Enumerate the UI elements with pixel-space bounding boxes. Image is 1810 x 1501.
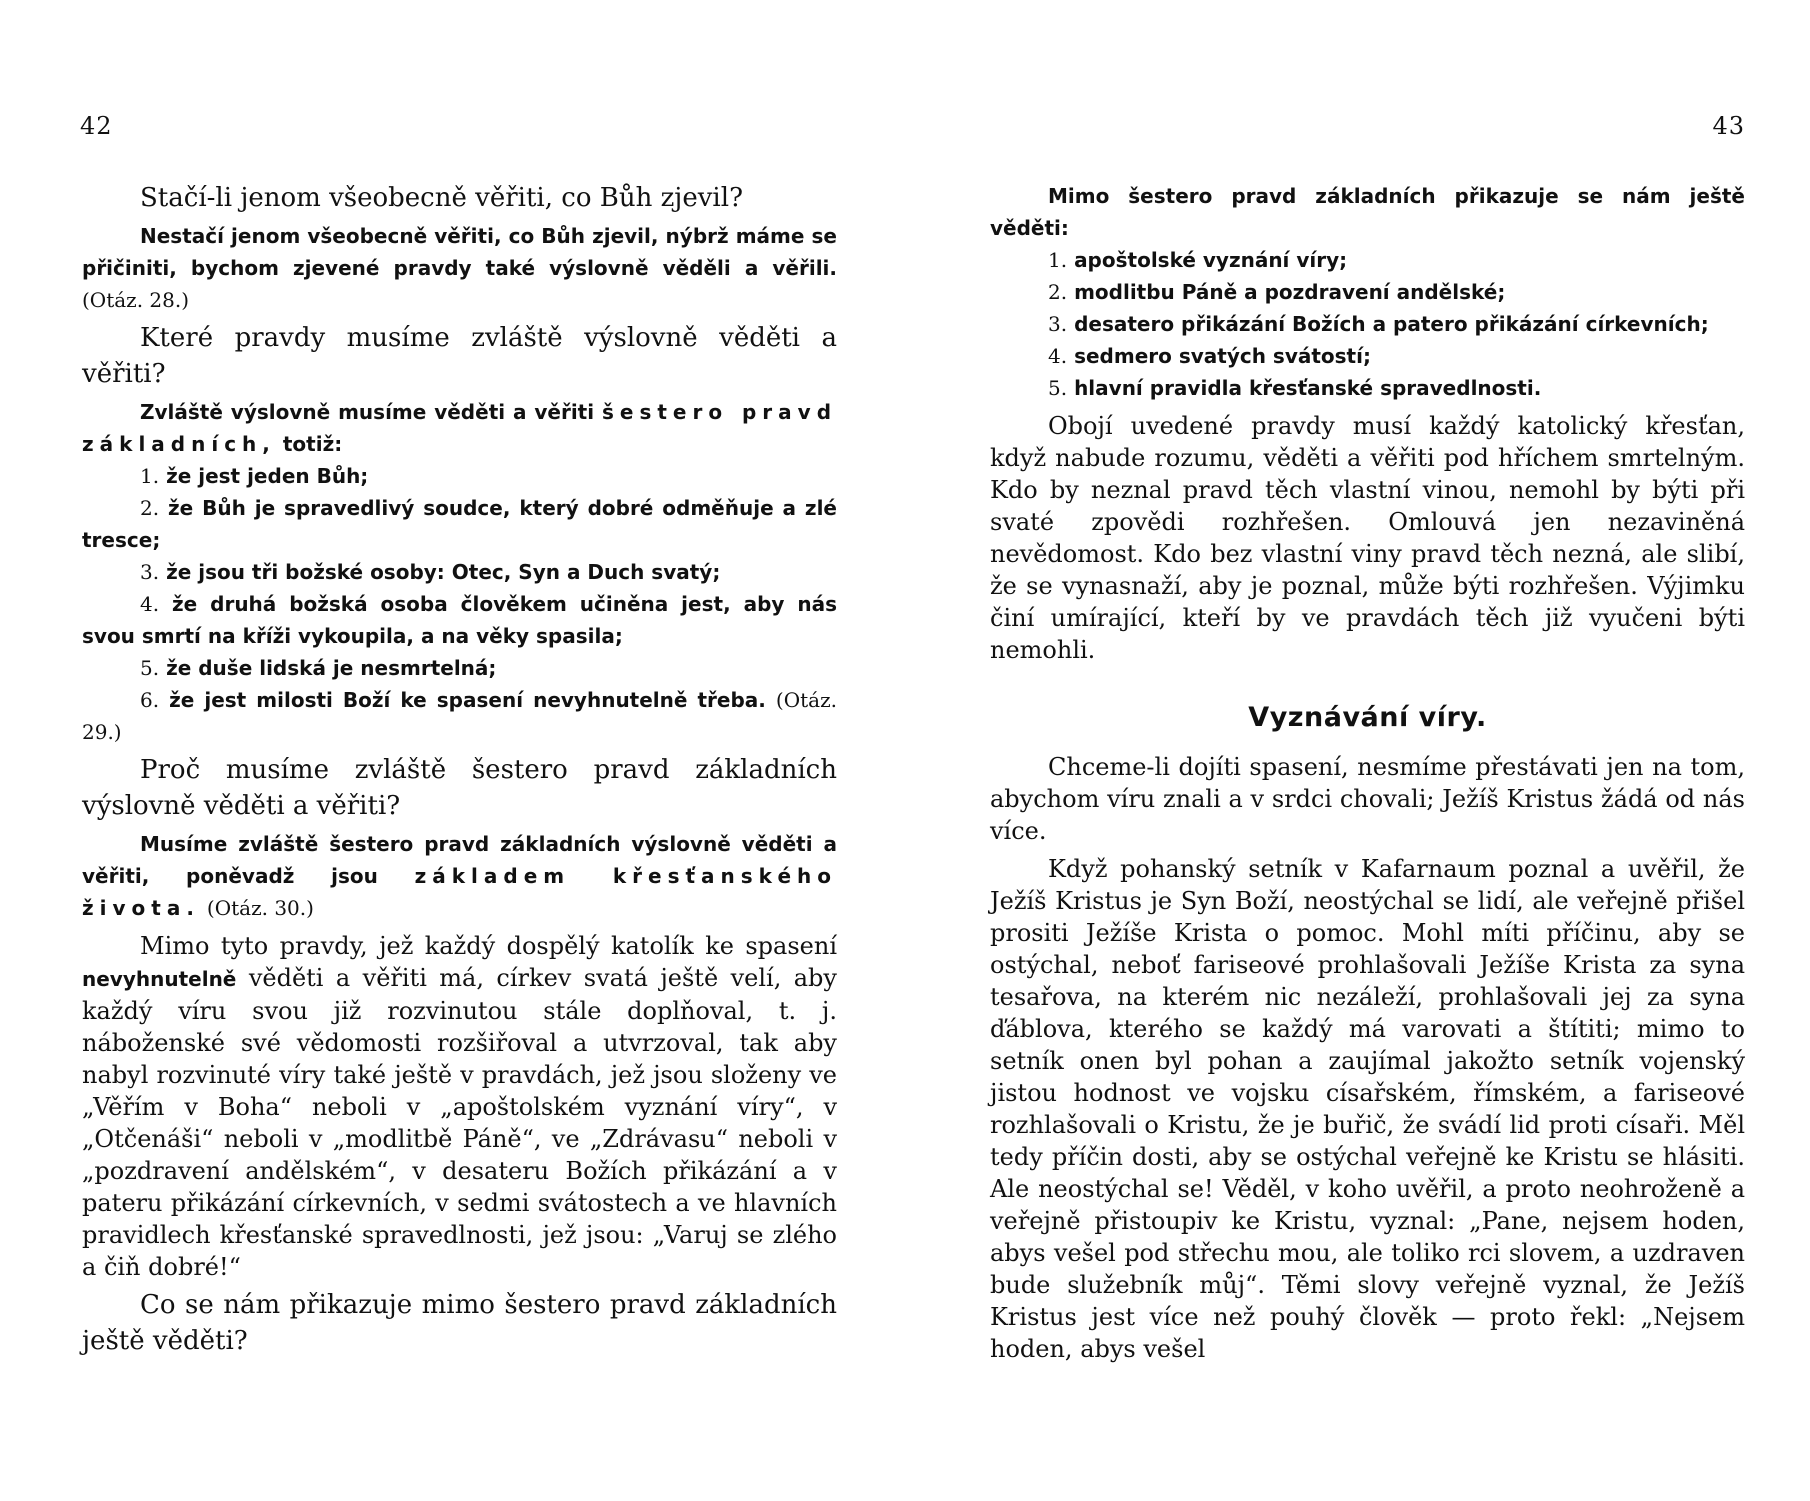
paragraph-profession: Chceme-li dojíti spasení, nesmíme přestávati jen na tom, abychom víru znali a v srdci chovali; Ježíš Kristus žádá od nás více.	[990, 753, 1745, 845]
question-4: Co se nám přikazuje mimo šestero pravd základních ještě věděti?	[82, 1290, 837, 1356]
list-item	[990, 244, 1745, 276]
list-item	[990, 340, 1745, 372]
list-item	[82, 652, 837, 684]
page-number-left: 42	[80, 112, 113, 140]
answer-4: Mimo šestero pravd základních přikazuje se nám ještě věděti:	[990, 184, 1745, 240]
list-item	[990, 372, 1745, 404]
answer-1-text: Nestačí jenom všeobecně věřiti, co Bůh zjevil, nýbrž máme se přičiniti, bychom zjevené pravdy také výslovně věděli a věřili.	[82, 224, 837, 280]
list-item	[82, 492, 837, 556]
list-item-number: 1.	[1048, 248, 1068, 272]
left-page-body	[82, 176, 837, 1359]
list-item-text: hlavní pravidla křesťanské spravedlnosti.	[1074, 376, 1542, 400]
list-item-text: že druhá božská osoba člověkem učiněna jest, aby nás svou smrtí na kříži vykoupila, a na věky spasila;	[82, 592, 837, 648]
question-2: Které pravdy musíme zvláště výslovně věděti a věřiti?	[82, 323, 837, 389]
truths-reference: (Otáz. 29.)	[82, 688, 837, 744]
six-truths-list	[82, 460, 837, 748]
page-number-right: 43	[1712, 112, 1745, 140]
right-page-body	[990, 176, 1745, 1365]
list-item-text: sedmero svatých svátostí;	[1074, 344, 1371, 368]
answer-1	[82, 220, 837, 316]
list-item	[82, 684, 837, 748]
list-item-number: 2.	[140, 496, 160, 520]
list-item-number: 6.	[140, 688, 160, 712]
answer-3	[82, 828, 837, 924]
list-item-number: 3.	[140, 560, 160, 584]
list-item-text: že jsou tři božské osoby: Otec, Syn a Duch svatý;	[166, 560, 721, 584]
answer-2	[82, 396, 837, 460]
list-item-text: že duše lidská je nesmrtelná;	[166, 656, 497, 680]
answer-3-lead: Musíme zvláště šestero pravd základních výslovně věděti a věřiti, poněvadž jsou	[82, 832, 837, 888]
list-item-text: že Bůh je spravedlivý soudce, který dobré odměňuje a zlé tresce;	[82, 496, 837, 552]
list-item-number: 4.	[140, 592, 160, 616]
list-item-text: že jest jeden Bůh;	[166, 464, 369, 488]
list-item-number: 2.	[1048, 280, 1068, 304]
question-1: Stačí-li jenom všeobecně věřiti, co Bůh zjevil?	[140, 183, 744, 213]
list-item-number: 4.	[1048, 344, 1068, 368]
paragraph-other-truths	[82, 930, 837, 1283]
list-item-text: že jest milosti Boží ke spasení nevyhnutelně třeba.	[169, 688, 766, 712]
paragraph-obligation: Obojí uvedené pravdy musí každý katolický křesťan, když nabude rozumu, věděti a věřiti pod hříchem smrtelným. Kdo by neznal pravd těch vlastní vinou, nemohl by býti při svaté zpovědi rozhřešen. Omlouvá jen nezaviněná nevědomost. Kdo bez vlastní viny pravd těch nezná, ale slibí, že se vynasnaží, aby je poznal, může býti rozhřešen. Výjimku činí umírající, kteří by ve pravdách těch již vyučeni býti nemohli.	[990, 412, 1745, 664]
list-item-number: 5.	[1048, 376, 1068, 400]
list-item-text: modlitbu Páně a pozdravení andělské;	[1074, 280, 1506, 304]
paragraph-text-start: Mimo tyto pravdy, jež každý dospělý katolík ke spasení	[140, 932, 837, 960]
answer-2-emphasis: šestero pravd základních,	[82, 400, 838, 456]
list-item-number: 5.	[140, 656, 160, 680]
answer-3-reference: (Otáz. 30.)	[206, 896, 314, 920]
paragraph-centurion: Když pohanský setník v Kafarnaum poznal a uvěřil, že Ježíš Kristus je Syn Boží, neostýchal se lidí, ale veřejně přišel prositi Ježíše Krista o pomoc. Mohl míti příčinu, aby se ostýchal, neboť fariseové prohlašovali Ježíše Krista za syna tesařova, na kterém nic nezáleží, prohlašovali jej za syna ďáblova, kterého se každý má varovati a štítiti; mimo to setník onen byl pohan a zaujímal jakožto setník vojenský jistou hodnost ve vojsku císařském, římském, a fariseové rozhlašovali o Kristu, že je buřič, že svádí lid proti císaři. Měl tedy příčin dosti, aby se ostýchal veřejně ke Kristu se hlásiti. Ale neostýchal se! Věděl, v koho uvěřil, a proto neohroženě a veřejně přistoupiv ke Kristu, vyznal: „Pane, nejsem hoden, abys vešel pod střechu mou, ale toliko rci slovem, a uzdraven bude služebník můj“. Těmi slovy veřejně vyznal, že Ježíš Kristus jest více než pouhý člověk — proto řekl: „Nejsem hoden, abys vešel	[990, 855, 1745, 1363]
answer-2-lead: Zvláště výslovně musíme věděti a věřiti	[140, 400, 595, 424]
additional-truths-list	[990, 244, 1745, 404]
list-item	[990, 276, 1745, 308]
question-3: Proč musíme zvláště šestero pravd základních výslovně věděti a věřiti?	[82, 755, 837, 821]
list-item-number: 1.	[140, 464, 160, 488]
section-heading: Vyznávání víry.	[1248, 702, 1487, 733]
emphasized-word: nevyhnutelně	[82, 967, 237, 991]
list-item-text: apoštolské vyznání víry;	[1074, 248, 1348, 272]
answer-3-emphasis: základem křesťanského života.	[82, 864, 837, 920]
list-item-number: 3.	[1048, 312, 1068, 336]
list-item	[82, 460, 837, 492]
right-page	[990, 0, 1745, 1501]
answer-1-reference: (Otáz. 28.)	[82, 288, 190, 312]
list-item	[82, 588, 837, 652]
answer-2-tail: totiž:	[282, 432, 343, 456]
list-item	[82, 556, 837, 588]
left-page	[82, 0, 837, 1501]
paragraph-text-end: věděti a věřiti má, církev svatá ještě velí, aby každý víru svou již rozvinutou stále doplňoval, t. j. náboženské své vědomosti rozšiřoval a utvrzoval, tak aby nabyl rozvinuté víry také ještě v pravdách, jež jsou složeny ve „Věřím v Boha“ neboli v „apoštolském vyznání víry“, v „Otčenáši“ neboli v „modlitbě Páně“, ve „Zdrávasu“ neboli v „pozdravení andělském“, v desateru Božích přikázání a v pateru přikázání církevních, v sedmi svátostech a ve hlavních pravidlech křesťanské spravedlnosti, jež jsou: „Varuj se zlého a čiň dobré!“	[82, 964, 837, 1281]
list-item-text: desatero přikázání Božích a patero přikázání církevních;	[1074, 312, 1709, 336]
list-item	[990, 308, 1745, 340]
